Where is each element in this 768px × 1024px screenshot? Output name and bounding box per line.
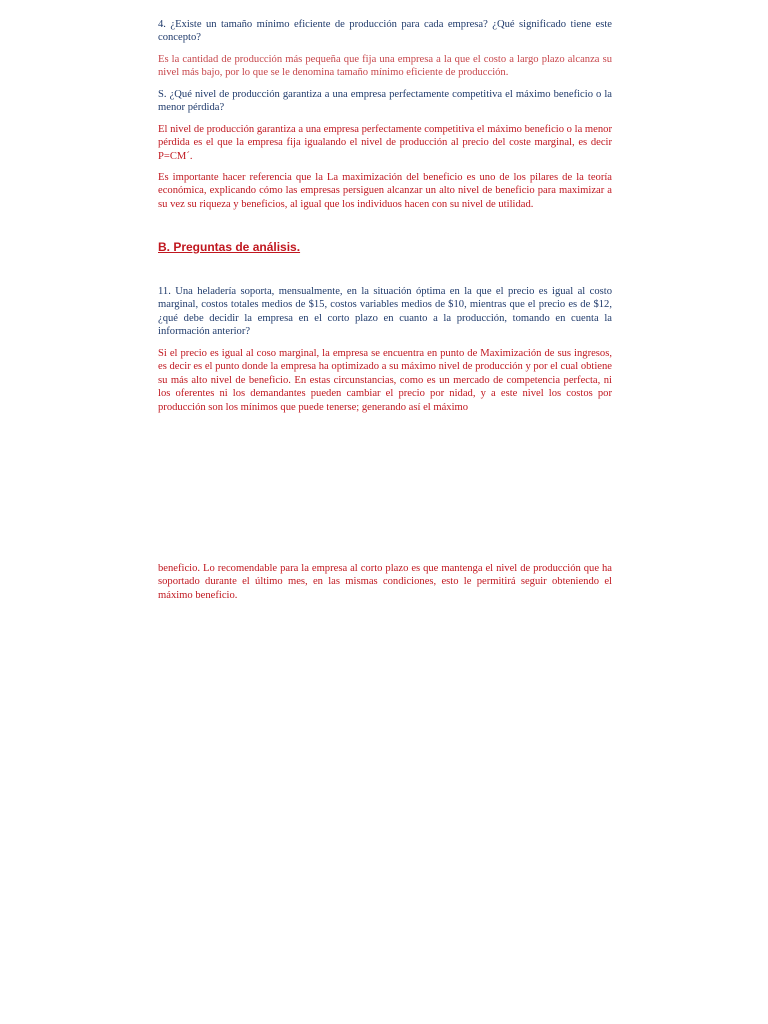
question-11: 11. Una heladería soporta, mensualmente, en la situación óptima en la que el precio es igual al costo marginal, costos totales medios de $15, costos variables medios de $10, mientras que el precio es de $12, ¿qué debe decidir la empresa en el corto plazo en cuanto a la producción, tomando en cuenta la información anterior? <box>158 286 612 338</box>
question-4: 4. ¿Existe un tamaño mínimo eficiente de producción para cada empresa? ¿Qué significado tiene este concepto? <box>158 19 612 44</box>
section-heading: B. Preguntas de análisis. <box>158 240 301 254</box>
answer-11-part-1: Si el precio es igual al coso marginal, la empresa se encuentra en punto de Maximización de sus ingresos, es decir es el punto donde la empresa ha optimizado a su máximo nivel de producción y por el cual obtiene su más alto nivel de beneficio. En estas circunstancias, como es un mercado de competencia perfecta, ni los oferentes ni los demandantes pueden cambiar el precio por nidad, y a este nivel los costos por producción son los mínimos que puede tenerse; generando así el máximo <box>158 348 612 413</box>
answer-4: Es la cantidad de producción más pequeña que fija una empresa a la que el costo a largo plazo alcanza su nivel más bajo, por lo que se le denomina tamaño mínimo eficiente de producción. <box>158 54 612 79</box>
question-5: S. ¿Qué nivel de producción garantiza a una empresa perfectamente competitiva el máximo beneficio o la menor pérdida? <box>158 89 612 114</box>
answer-5-paragraph-2: Es importante hacer referencia que la La maximización del beneficio es uno de los pilares de la teoría económica, explicando cómo las empresas persiguen alcanzar un alto nivel de beneficio para maximizar a su vez su riqueza y beneficios, al igual que los individuos hacen con su nivel de utilidad. <box>158 172 612 210</box>
answer-11-part-2: beneficio. Lo recomendable para la empresa al corto plazo es que mantenga el nivel de producción que ha soportado durante el último mes, en las mismas condiciones, esto le permitirá seguir obteniendo el máximo beneficio. <box>158 563 612 601</box>
answer-5-paragraph-1: El nivel de producción garantiza a una empresa perfectamente competitiva el máximo beneficio o la menor pérdida es el que la empresa fija igualando el nivel de producción al precio del coste marginal, es decir P=CM´. <box>158 124 612 162</box>
